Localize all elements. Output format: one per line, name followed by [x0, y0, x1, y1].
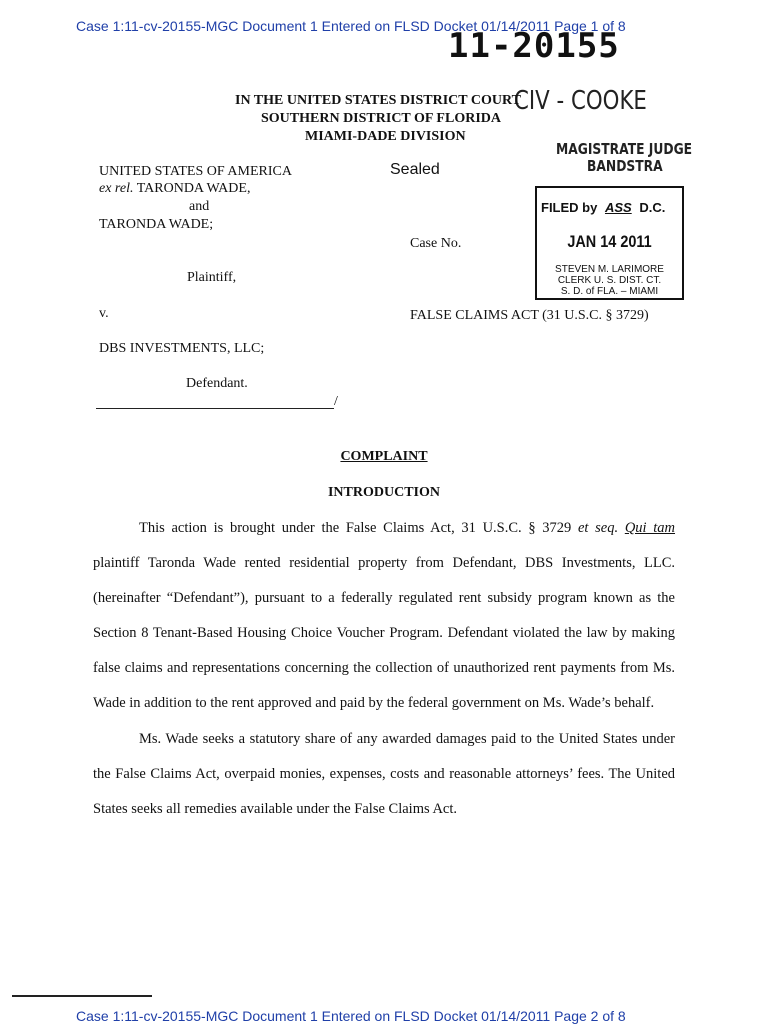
court-name-line2: SOUTHERN DISTRICT OF FLORIDA	[261, 111, 501, 126]
plaintiff-wade: TARONDA WADE;	[99, 217, 214, 232]
filed-by-label: FILED by	[541, 200, 598, 215]
filed-stamp	[535, 186, 684, 300]
docket-header-top: Case 1:11-cv-20155-MGC Document 1 Entered on FLSD Docket 01/14/2011 Page 1 of 8	[76, 18, 626, 34]
paragraph-1-text-a: This action is brought under the False Claims Act, 31 U.S.C. § 3729	[139, 520, 578, 536]
paragraph-1-text-b	[618, 520, 625, 536]
paragraph-2-text: Ms. Wade seeks a statutory share of any awarded damages paid to the United States under the False Claims Act, overpaid monies, expenses, costs and reasonable attorneys’ fees. The United States seeks all remedies available under the False Claims Act.	[93, 731, 675, 817]
paragraph-1-text-c: plaintiff Taronda Wade rented residential property from Defendant, DBS Investments, LLC. (hereinafter “Defendant”), pursuant to a federally regulated rent subsidy program known as the Section 8 Tenant-Based Housing Choice Voucher Program. Defendant violated the law by making false claims and representations concerning the collection of unauthorized rent payments from Ms. Wade in addition to the rent approved and paid by the federal government on Ms. Wade’s behalf.	[93, 555, 675, 711]
paragraph-1-et-seq: et seq.	[578, 520, 619, 536]
filed-by-line	[541, 200, 665, 215]
complaint-heading: COMPLAINT	[340, 449, 428, 464]
case-no-label: Case No.	[410, 236, 462, 251]
dc-label: D.C.	[639, 200, 666, 215]
paragraph-2	[93, 722, 675, 827]
filed-by-initials: ASS	[604, 200, 632, 215]
relator-line	[99, 181, 250, 197]
clerk-district: S. D. of FLA. – MIAMI	[560, 286, 659, 297]
docket-header-bottom: Case 1:11-cv-20155-MGC Document 1 Entered on FLSD Docket 01/14/2011 Page 2 of 8	[76, 1008, 626, 1024]
caption-and: and	[189, 199, 210, 214]
sealed-label: Sealed	[390, 161, 440, 178]
magistrate-name-stamp: BANDSTRA	[587, 157, 663, 175]
case-number-stamp: 11-20155	[448, 26, 620, 66]
plaintiff-usa: UNITED STATES OF AMERICA	[99, 164, 292, 179]
defendant-label: Defendant.	[186, 376, 248, 391]
filed-date: JAN 14 2011	[567, 232, 652, 251]
caption-slash: /	[334, 394, 338, 409]
paragraph-1	[93, 511, 675, 721]
cause-of-action: FALSE CLAIMS ACT (31 U.S.C. § 3729)	[410, 308, 649, 323]
complaint-heading-wrap	[0, 449, 768, 465]
versus: v.	[99, 306, 109, 321]
court-name-line1: IN THE UNITED STATES DISTRICT COURT	[235, 93, 521, 108]
caption-underline	[96, 408, 334, 409]
paragraph-1-qui-tam: Qui tam	[624, 520, 676, 536]
defendant-name: DBS INVESTMENTS, LLC;	[99, 341, 265, 356]
clerk-title: CLERK U. S. DIST. CT.	[557, 275, 662, 286]
ex-rel-label: ex rel.	[99, 181, 134, 196]
footer-rule	[12, 995, 152, 997]
clerk-name: STEVEN M. LARIMORE	[555, 264, 664, 275]
introduction-heading: INTRODUCTION	[327, 485, 440, 500]
magistrate-judge-stamp: MAGISTRATE JUDGE	[556, 140, 693, 158]
relator-name: TARONDA WADE,	[136, 181, 251, 196]
plaintiff-label: Plaintiff,	[187, 270, 237, 285]
judge-assignment-stamp: CIV - COOKE	[514, 86, 647, 116]
court-division: MIAMI-DADE DIVISION	[305, 129, 466, 144]
